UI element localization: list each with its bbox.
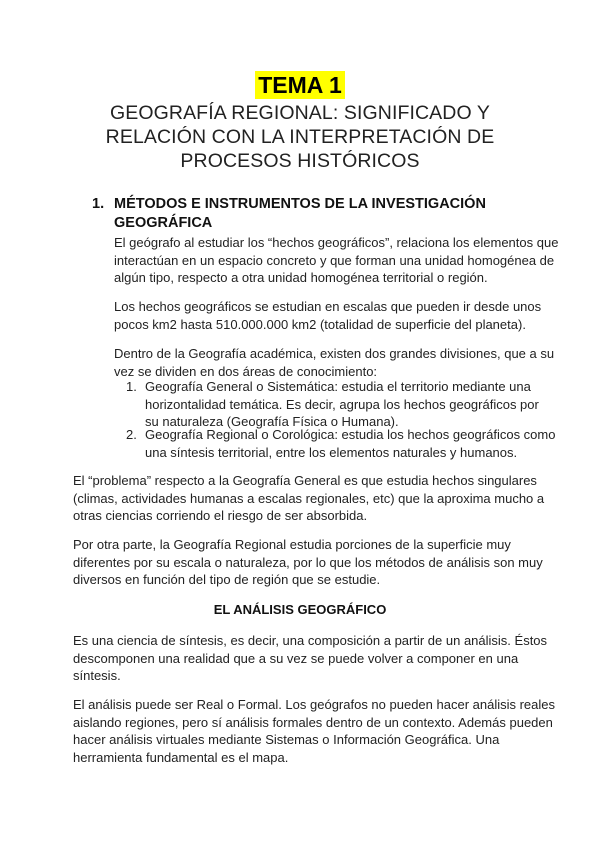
section-1-heading-line: GEOGRÁFICA xyxy=(114,215,213,231)
list-item-line: Geografía Regional o Corológica: estudia los hechos geográficos como xyxy=(145,427,556,442)
paragraph-line: algún tipo, respecto a otra unidad homogénea territorial o región. xyxy=(114,270,488,285)
list-item-number: 1. xyxy=(126,379,137,394)
paragraph-line: síntesis. xyxy=(73,668,121,683)
section-1-heading-line: MÉTODOS E INSTRUMENTOS DE LA INVESTIGACIÓN xyxy=(114,196,486,212)
title-container xyxy=(0,71,600,99)
paragraph-1 xyxy=(114,234,558,287)
list-item-line: Geografía General o Sistemática: estudia el territorio mediante una xyxy=(145,379,531,394)
section-1-number: 1. xyxy=(92,196,105,212)
paragraph-5 xyxy=(73,536,543,589)
document-title: TEMA 1 xyxy=(255,71,345,99)
paragraph-line: otras ciencias corriendo el riesgo de ser absorbida. xyxy=(73,508,368,523)
subtitle-line: GEOGRAFÍA REGIONAL: SIGNIFICADO Y xyxy=(109,102,491,124)
paragraph-line: descomponen una realidad que a su vez se puede volver a componer en una xyxy=(73,650,519,666)
section-2-heading: EL ANÁLISIS GEOGRÁFICO xyxy=(213,602,387,617)
document-subtitle xyxy=(40,101,560,173)
paragraph-4 xyxy=(73,472,544,525)
paragraph-line: El “problema” respecto a la Geografía General es que estudia hechos singulares xyxy=(73,473,537,488)
list-item-number: 2. xyxy=(126,427,137,442)
list-item-line: una síntesis territorial, entre los elementos naturales y humanos. xyxy=(145,444,518,460)
paragraph-7 xyxy=(73,696,555,766)
paragraph-line: interactúan en un espacio concreto y que forman una unidad homogénea de xyxy=(114,252,555,268)
list-item-line: su naturaleza (Geografía Física o Humana). xyxy=(145,414,399,429)
paragraph-line: herramienta fundamental es el mapa. xyxy=(73,749,289,765)
paragraph-line: pocos km2 hasta 510.000.000 km2 (totalidad de superficie del planeta). xyxy=(114,316,526,332)
paragraph-line: aislando regiones, pero sí análisis formales dentro de un contexto. Además pueden xyxy=(73,714,553,730)
list-item-line: horizontalidad temática. Es decir, agrupa los hechos geográficos por xyxy=(145,396,539,412)
paragraph-line: diversos en función del tipo de región que se estudie. xyxy=(73,572,381,587)
paragraph-line: hacer análisis virtuales mediante Sistemas o Información Geográfica. Una xyxy=(73,732,500,747)
subtitle-line: RELACIÓN CON LA INTERPRETACIÓN DE xyxy=(105,126,495,148)
paragraph-line: (climas, actividades humanas a escalas regionales, etc) que la aproxima mucho a xyxy=(73,490,545,506)
paragraph-3 xyxy=(114,345,554,380)
paragraph-line: El geógrafo al estudiar los “hechos geográficos”, relaciona los elementos que xyxy=(114,235,559,250)
paragraph-2 xyxy=(114,298,541,333)
paragraph-line: Por otra parte, la Geografía Regional estudia porciones de la superficie muy xyxy=(73,537,511,552)
paragraph-line: vez se dividen en dos áreas de conocimiento: xyxy=(114,363,378,379)
paragraph-line: Los hechos geográficos se estudian en escalas que pueden ir desde unos xyxy=(114,299,542,314)
paragraph-6 xyxy=(73,632,547,685)
paragraph-line: diferentes por su escala o naturaleza, por lo que los métodos de análisis son muy xyxy=(73,554,543,570)
paragraph-line: Es una ciencia de síntesis, es decir, una composición a partir de un análisis. Éstos xyxy=(73,633,548,648)
paragraph-line: Dentro de la Geografía académica, existen dos grandes divisiones, que a su xyxy=(114,346,555,361)
subtitle-line: PROCESOS HISTÓRICOS xyxy=(180,150,420,172)
paragraph-line: El análisis puede ser Real o Formal. Los geógrafos no pueden hacer análisis reales xyxy=(73,697,556,712)
